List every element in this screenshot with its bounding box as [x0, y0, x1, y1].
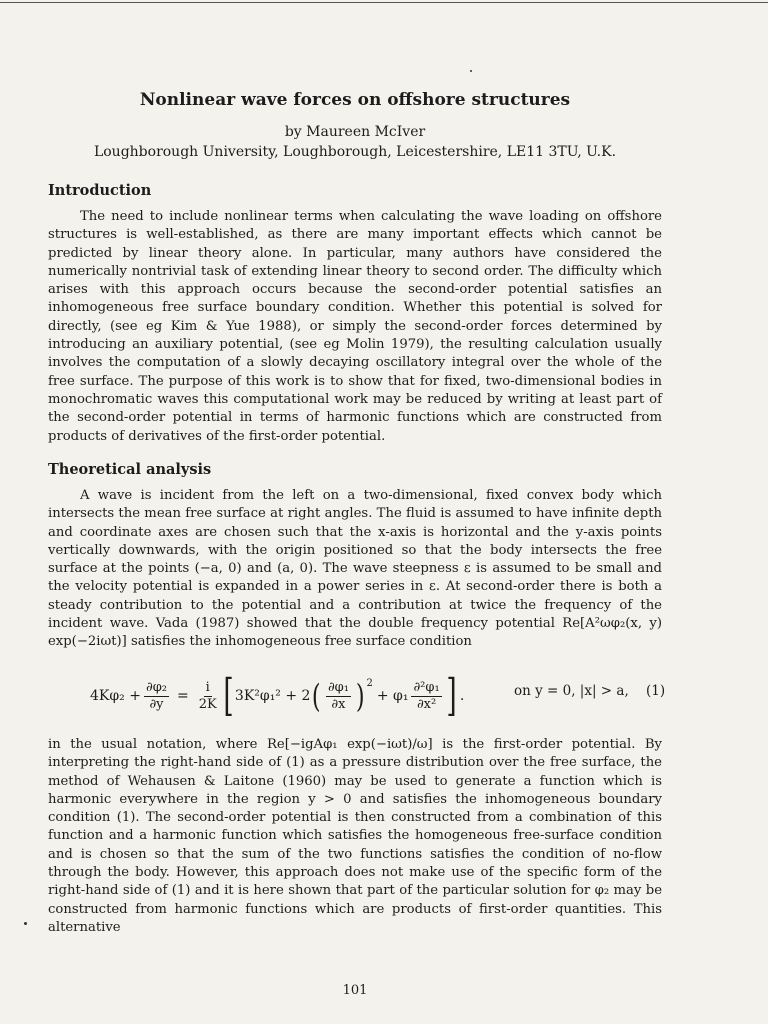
eq-coefficient [197, 680, 219, 713]
eq-condition: on y = 0, |x| > a, [514, 683, 629, 699]
eq-frac-denominator: 2K [198, 696, 217, 712]
eq-frac-numerator: ∂²φ₁ [413, 679, 440, 695]
eq-lhs-term: 4Kφ₂ + [90, 688, 141, 704]
eq-left-bracket: [ [223, 670, 234, 721]
introduction-paragraph: The need to include nonlinear terms when calculating the wave loading on offshore structures is well-established, as there are many important effects which cannot be predicted by linear theory alone. In particular, many authors have considered the numerically nontrivial task of extending linear theory to second order. The difficulty which arises with this approach occurs because the second-order potential satisfies an inhomogeneous free surface boundary condition. Whether this potential is solved for directly, (see eg Kim & Yue 1988), or simply the second-order forces determined by introducing an auxiliary potential, (see eg Molin 1979), the resulting calculation usually involves the computation of a slowly decaying oscillatory integral over the whole of the free surface. The purpose of this work is to show that for fixed, two-dimensional bodies in monochromatic waves this computational work may be reduced by writing at least part of the second-order potential in terms of harmonic functions which are constructed from products of derivatives of the first-order potential. [48, 209, 662, 444]
eq-power: 2 [366, 678, 373, 689]
section-heading-introduction: Introduction [48, 182, 152, 199]
section-heading-theoretical-analysis: Theoretical analysis [48, 461, 212, 478]
theoretical-analysis-paragraph: A wave is incident from the left on a two-dimensional, fixed convex body which intersects the mean free surface at right angles. The fluid is assumed to have infinite depth and coordinate axes are chosen such that the x-axis is horizontal and the y-axis points vertically downwards, with the origin positioned so that the body intersects the free surface at the points (−a, 0) and (a, 0). The wave steepness ε is assumed to be small and the velocity potential is expanded in a power series in ε. At second-order there is both a steady contribution to the potential and a contribution at twice the frequency of the incident wave. Vada (1987) showed that the double frequency potential Re[A²ωφ₂(x, y) exp(−2iωt)] satisfies the inhomogeneous free surface condition [48, 488, 662, 650]
eq-left-paren: ( [312, 677, 322, 715]
eq-period: . [459, 688, 465, 704]
eq-term-3: + φ₁ [376, 688, 409, 704]
eq-number: (1) [646, 683, 666, 699]
eq-right-paren: ) [355, 677, 365, 715]
eq-frac-denominator: ∂y [149, 696, 164, 712]
eq-lhs-fraction [144, 680, 169, 713]
eq-term-1: 3K²φ₁² + 2 [234, 688, 311, 704]
paper-title: Nonlinear wave forces on offshore structures [139, 90, 571, 110]
scan-speck [24, 922, 27, 925]
eq-frac-numerator: ∂φ₁ [327, 679, 349, 695]
eq-inner-fraction [326, 680, 351, 713]
continuation-paragraph: in the usual notation, where Re[−igAφ₁ exp(−iωt)/ω] is the first-order potential. By interpreting the right-hand side of (1) as a pressure distribution over the free surface, the method of Wehausen & Laitone (1960) may be used to generate a function which is harmonic everywhere in the region y > 0 and satisfies the inhomogeneous boundary condition (1). The second-order potential is then constructed from a combination of this function and a harmonic function which satisfies the homogeneous free-surface condition and is chosen so that the sum of the two functions satisfies the condition of no-flow through the body. However, this approach does not make use of the specific form of the right-hand side of (1) and it is here shown that part of the particular solution for φ₂ may be constructed from harmonic functions which are products of first-order quantities. This alternative [48, 737, 662, 935]
equation-expression [90, 670, 465, 721]
eq-right-bracket: ] [446, 670, 457, 721]
scan-speck [470, 70, 472, 72]
paper-affiliation: Loughborough University, Loughborough, Leicestershire, LE11 3TU, U.K. [93, 144, 617, 160]
page-number: 101 [342, 983, 368, 998]
eq-frac-numerator: i [205, 679, 210, 695]
eq-equals: = [177, 688, 189, 704]
eq-second-derivative [411, 680, 441, 713]
eq-frac-numerator: ∂φ₂ [145, 679, 168, 695]
eq-frac-denominator: ∂x² [416, 696, 437, 712]
eq-frac-denominator: ∂x [331, 696, 346, 712]
equation-1 [48, 666, 666, 724]
paper-author: by Maureen McIver [284, 124, 426, 140]
top-rule [0, 2, 768, 3]
